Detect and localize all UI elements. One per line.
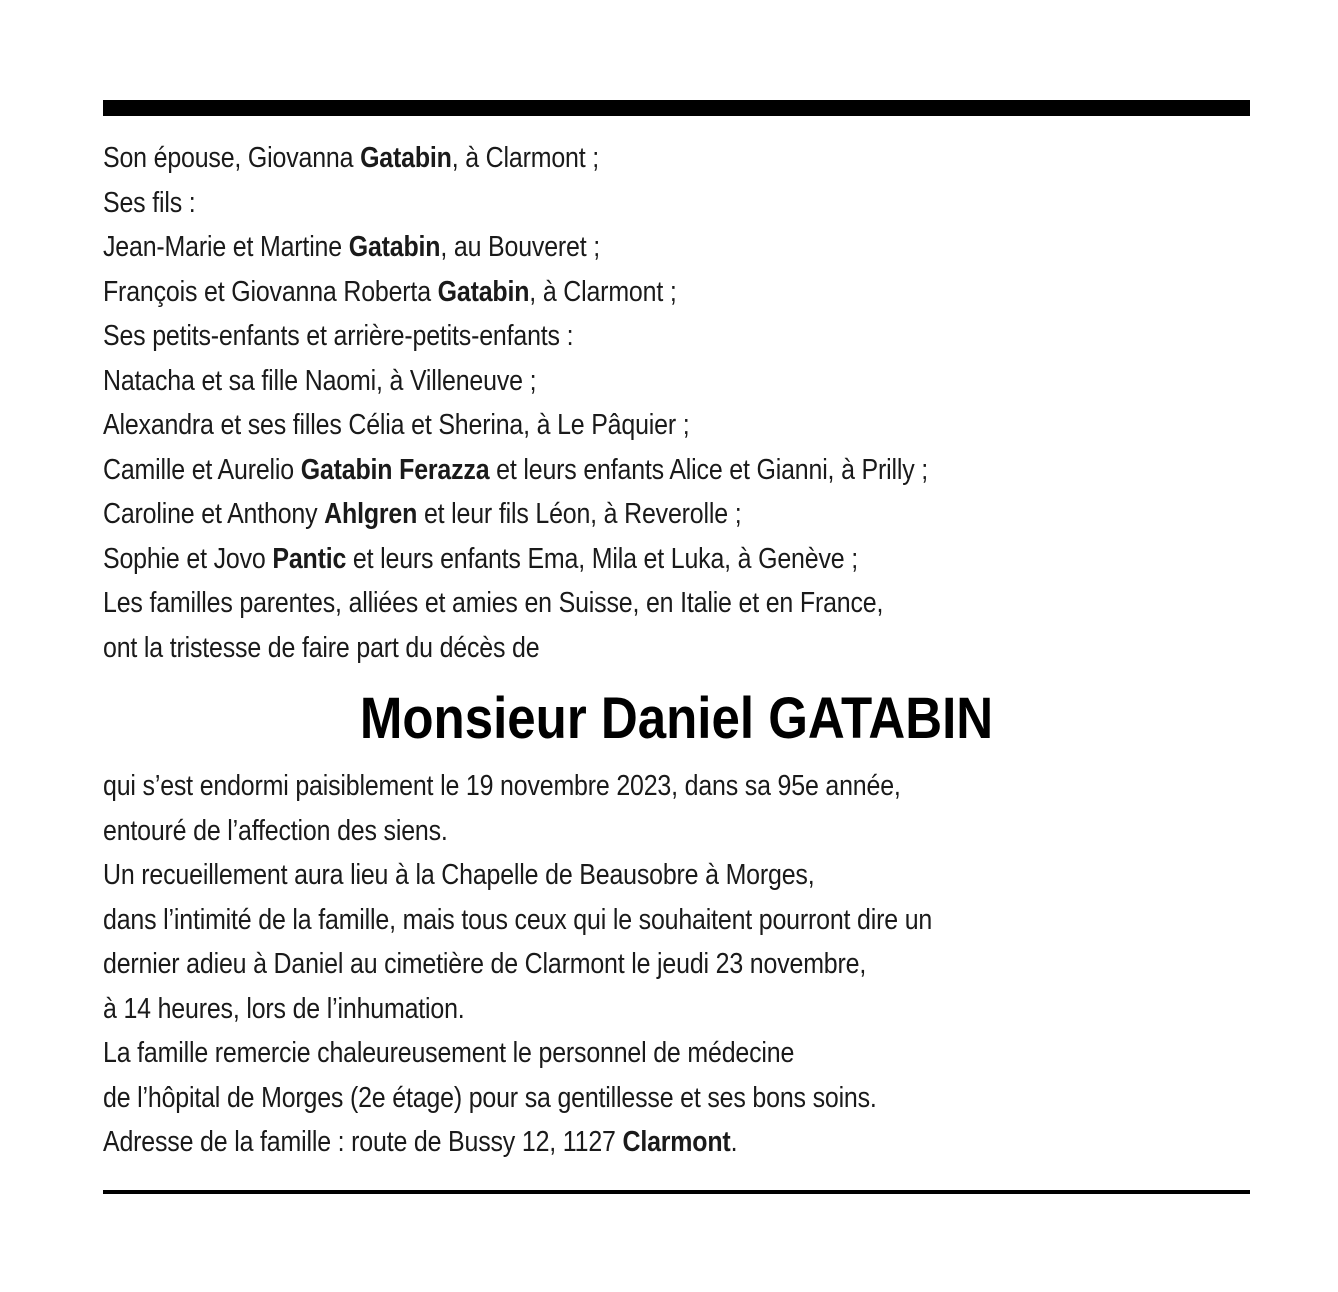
text-segment: , au Bouveret ; (440, 231, 600, 263)
text-segment: de l’hôpital de Morges (2e étage) pour sa gentillesse et ses bons soins. (103, 1081, 877, 1114)
family-surname: Gatabin (437, 275, 530, 308)
family-line (103, 270, 1089, 315)
text-segment: entouré de l’affection des siens. (103, 814, 448, 847)
family-line (103, 225, 1089, 270)
text-segment: ont la tristesse de faire part du décès de (103, 631, 540, 664)
text-segment: Ses fils : (103, 186, 196, 219)
family-line (103, 359, 1089, 404)
family-line (103, 581, 1089, 626)
text-segment: et leur fils Léon, à Reverolle ; (417, 498, 742, 530)
text-segment: dans l’intimité de la famille, mais tous ceux qui le souhaitent pourront dire un (103, 903, 933, 936)
text-segment: et leurs enfants Ema, Mila et Luka, à Genève ; (346, 542, 858, 575)
text-segment: Son épouse, Giovanna (103, 142, 361, 174)
detail-line (103, 987, 1089, 1032)
detail-line (103, 1031, 1089, 1076)
detail-line (103, 942, 1089, 987)
bottom-rule (103, 1190, 1250, 1194)
text-segment: François et Giovanna Roberta (103, 275, 438, 308)
text-segment: Alexandra et ses filles Célia et Sherina, à Le Pâquier ; (103, 409, 690, 441)
text-segment: Ses petits-enfants et arrière-petits-enfants : (103, 320, 574, 352)
detail-line (103, 853, 1089, 898)
text-segment: Les familles parentes, alliées et amies en Suisse, en Italie et en France, (103, 587, 884, 619)
family-line (103, 537, 1089, 582)
text-segment: Natacha et sa fille Naomi, à Villeneuve ; (103, 364, 537, 397)
family-line (103, 314, 1089, 359)
family-surname: Clarmont (622, 1126, 731, 1158)
text-segment: Jean-Marie et Martine (103, 231, 349, 263)
text-segment: Camille et Aurelio (103, 453, 301, 486)
text-segment: Un recueillement aura lieu à la Chapelle de Beausobre à Morges, (103, 859, 815, 891)
family-surname: Gatabin (360, 142, 452, 174)
detail-line (103, 809, 1089, 854)
family-line (103, 492, 1089, 537)
announcement-details (103, 764, 1250, 1165)
text-segment: Sophie et Jovo (103, 542, 273, 575)
text-segment: Adresse de la famille : route de Bussy 12, 1127 (103, 1126, 623, 1158)
text-segment: . (730, 1126, 738, 1158)
family-surname: Pantic (272, 542, 347, 575)
text-segment: à 14 heures, lors de l’inhumation. (103, 992, 465, 1025)
top-rule (103, 100, 1250, 116)
family-line (103, 136, 1089, 181)
family-line (103, 403, 1089, 448)
detail-line (103, 1120, 1089, 1165)
text-segment: , à Clarmont ; (451, 142, 600, 174)
family-surname: Gatabin (348, 231, 441, 263)
obituary-notice (103, 100, 1250, 1165)
family-surname: Gatabin Ferazza (300, 453, 490, 486)
text-segment: qui s’est endormi paisiblement le 19 novembre 2023, dans sa 95e année, (103, 770, 901, 802)
family-line (103, 626, 1089, 671)
detail-line (103, 1076, 1089, 1121)
family-list (103, 136, 1250, 670)
family-surname: Ahlgren (324, 498, 418, 530)
deceased-name: Monsieur Daniel GATABIN (359, 686, 994, 751)
text-segment: , à Clarmont ; (529, 275, 677, 308)
text-segment: La famille remercie chaleureusement le personnel de médecine (103, 1037, 795, 1069)
detail-line (103, 764, 1089, 809)
detail-line (103, 898, 1089, 943)
family-line (103, 448, 1089, 493)
text-segment: Caroline et Anthony (103, 498, 325, 530)
text-segment: et leurs enfants Alice et Gianni, à Prilly ; (489, 453, 929, 486)
text-segment: dernier adieu à Daniel au cimetière de Clarmont le jeudi 23 novembre, (103, 948, 867, 980)
family-line (103, 181, 1089, 226)
